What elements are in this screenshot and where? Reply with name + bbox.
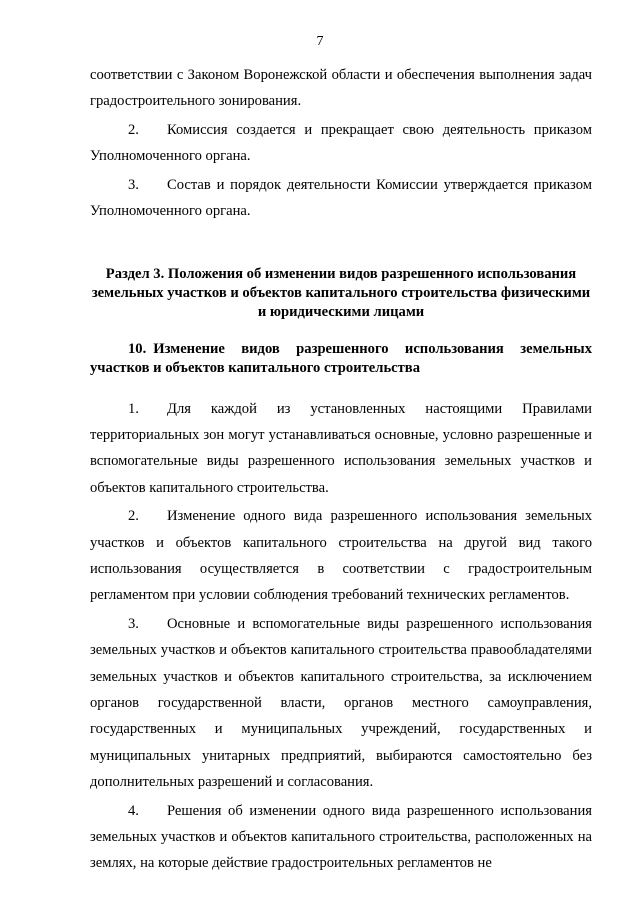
item-number: 2.: [128, 122, 139, 139]
intro-continuation: соответствии с Законом Воронежской области и обеспечения выполнения задач градостроительного зонирования.: [90, 67, 592, 110]
article-item-3: [90, 611, 592, 795]
article-title-text: Изменение видов разрешенного использования земельных участков и объектов капитального строительства: [90, 340, 592, 376]
section-title: Раздел 3. Положения об изменении видов разрешенного использования земельных участков и объектов капитального строительства физическими и юридическими лицами: [91, 265, 591, 320]
item-number: 2.: [128, 508, 139, 525]
item-text: Основные и вспомогательные виды разрешенного использования земельных участков и объектов капитального строительства правообладателями земельных участков и объектов капитального строительства, за исключением органов государственной власти, органов местного самоуправления, государственных и муниципальных учреждений, государственных и муниципальных унитарных предприятий, выбираются самостоятельно без дополнительных разрешений и согласования.: [90, 616, 592, 790]
article-item-2: [90, 503, 592, 608]
item-text: Комиссия создается и прекращает свою деятельность приказом Уполномоченного органа.: [90, 122, 592, 165]
page-number: 7: [316, 34, 324, 49]
article-number: 10.: [128, 340, 147, 357]
item-text: Изменение одного вида разрешенного использования земельных участков и объектов капитального строительства на другой вид такого использования осуществляется в соответствии с градостроительным регламентом при условии соблюдения требований технических регламентов.: [90, 508, 592, 604]
item-number: 3.: [128, 616, 139, 633]
document-body: [90, 62, 592, 879]
item-text: Состав и порядок деятельности Комиссии утверждается приказом Уполномоченного органа.: [90, 177, 592, 220]
article-title: [90, 340, 592, 378]
intro-item-3: [90, 172, 592, 225]
article-item-1: [90, 396, 592, 501]
item-number: 4.: [128, 802, 139, 819]
item-text: Для каждой из установленных настоящими Правилами территориальных зон могут устанавливаться основные, условно разрешенные и вспомогательные виды разрешенного использования земельных участков и объектов капитального строительства.: [90, 400, 592, 496]
item-number: 1.: [128, 400, 139, 417]
intro-item-2: [90, 117, 592, 170]
item-number: 3.: [128, 177, 139, 194]
item-text: Решения об изменении одного вида разрешенного использования земельных участков и объектов капитального строительства, расположенных на землях, на которые действие градостроительных регламентов не: [90, 802, 592, 872]
article-item-4: [90, 798, 592, 877]
